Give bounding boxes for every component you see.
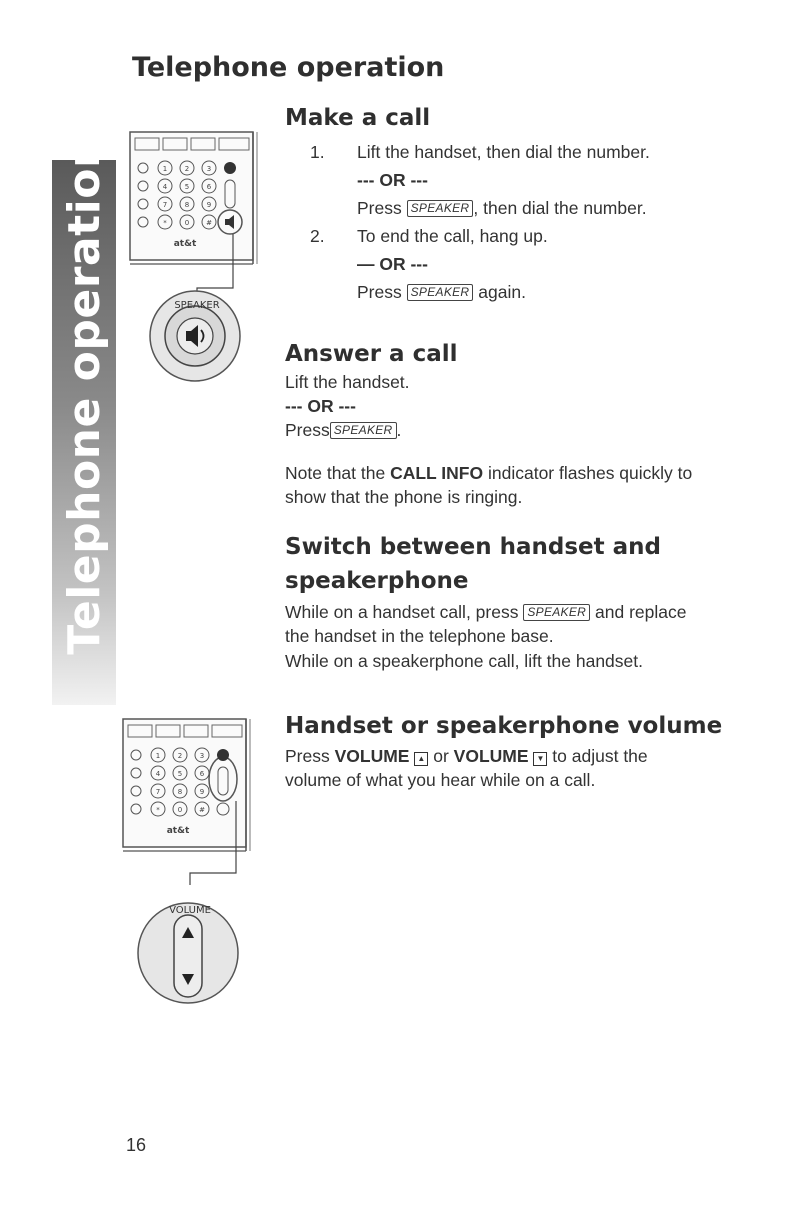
- note-after: indicator flashes quickly to: [487, 463, 693, 483]
- page-number: 16: [126, 1135, 147, 1155]
- volume-label: VOLUME: [169, 905, 211, 916]
- speaker-key: SPEAKER: [407, 200, 474, 217]
- key-8: 8: [184, 201, 190, 209]
- key-3: 3: [206, 165, 212, 173]
- key-3: 3: [199, 752, 205, 760]
- step-2-number: 2.: [310, 226, 325, 246]
- answer-press-line: [285, 418, 401, 442]
- switch-heading-line-2: speakerphone: [285, 568, 469, 594]
- switch-heading-line-1: Switch between handset and: [285, 534, 661, 560]
- step-1-alt-after: , then dial the number.: [473, 198, 647, 218]
- step-1-alt-press: Press: [357, 198, 402, 218]
- side-tab-label: Telephone operation: [58, 135, 110, 655]
- or-divider-2: — OR ---: [357, 254, 428, 274]
- switch-line-1: [285, 600, 686, 624]
- switch-line-1-after: and replace: [595, 602, 687, 622]
- step-1-number: 1.: [310, 142, 325, 162]
- key-hash: #: [206, 219, 212, 227]
- key-4: 4: [162, 183, 168, 191]
- key-9: 9: [206, 201, 212, 209]
- key-8: 8: [177, 788, 183, 796]
- speaker-key: SPEAKER: [523, 604, 590, 621]
- answer-note-line-1: [285, 461, 692, 485]
- answer-period: .: [396, 420, 402, 440]
- volume-line-1: [285, 744, 648, 768]
- key-7: 7: [155, 788, 161, 796]
- key-1: 1: [155, 752, 161, 760]
- volume-label-up: VOLUME: [334, 746, 410, 766]
- answer-or: --- OR ---: [285, 396, 356, 416]
- page-title: Telephone operation: [132, 52, 445, 83]
- key-0: 0: [177, 806, 183, 814]
- note-before: Note that the: [285, 463, 386, 483]
- brand-logo: at&t: [173, 239, 197, 249]
- volume-line-2: volume of what you hear while on a call.: [285, 770, 596, 790]
- key-6: 6: [206, 183, 212, 191]
- switch-line-1-before: While on a handset call, press: [285, 602, 519, 622]
- key-0: 0: [184, 219, 190, 227]
- key-2: 2: [184, 165, 190, 173]
- volume-illustration: [118, 715, 253, 1010]
- answer-press: Press: [285, 420, 330, 440]
- volume-or: or: [433, 746, 449, 766]
- speaker-keypad-drawing: [125, 128, 260, 398]
- volume-down-icon: ▼: [533, 752, 547, 766]
- make-call-heading: Make a call: [285, 105, 431, 131]
- key-1: 1: [162, 165, 168, 173]
- key-hash: #: [199, 806, 205, 814]
- volume-heading: Handset or speakerphone volume: [285, 713, 723, 739]
- volume-after: to adjust the: [552, 746, 648, 766]
- speaker-key: SPEAKER: [407, 284, 474, 301]
- answer-line-1: Lift the handset.: [285, 372, 410, 392]
- speaker-illustration: [125, 128, 260, 398]
- volume-label-down: VOLUME: [453, 746, 529, 766]
- step-2-alt-after: again.: [478, 282, 526, 302]
- key-2: 2: [177, 752, 183, 760]
- key-5: 5: [184, 183, 190, 191]
- call-info-label: CALL INFO: [390, 463, 484, 483]
- step-2-alt-press: Press: [357, 282, 402, 302]
- step-2-alt: [357, 280, 526, 304]
- step-1-alt: [357, 196, 647, 220]
- volume-press: Press: [285, 746, 330, 766]
- key-star: *: [163, 219, 167, 227]
- or-divider-1: --- OR ---: [357, 170, 428, 190]
- key-9: 9: [199, 788, 205, 796]
- key-4: 4: [155, 770, 161, 778]
- key-7: 7: [162, 201, 168, 209]
- key-star: *: [156, 806, 160, 814]
- volume-keypad-drawing: [118, 715, 253, 1010]
- volume-up-icon: ▲: [414, 752, 428, 766]
- step-2-text: To end the call, hang up.: [357, 226, 548, 246]
- speaker-label: SPEAKER: [174, 300, 220, 311]
- answer-note-line-2: show that the phone is ringing.: [285, 487, 523, 507]
- key-5: 5: [177, 770, 183, 778]
- side-tab-label-wrap: [52, 135, 116, 655]
- key-6: 6: [199, 770, 205, 778]
- speaker-key: SPEAKER: [330, 422, 397, 439]
- step-1-text: Lift the handset, then dial the number.: [357, 142, 650, 162]
- answer-call-heading: Answer a call: [285, 341, 458, 367]
- switch-line-3: While on a speakerphone call, lift the handset.: [285, 651, 643, 671]
- switch-line-2: the handset in the telephone base.: [285, 626, 554, 646]
- brand-logo: at&t: [166, 826, 190, 836]
